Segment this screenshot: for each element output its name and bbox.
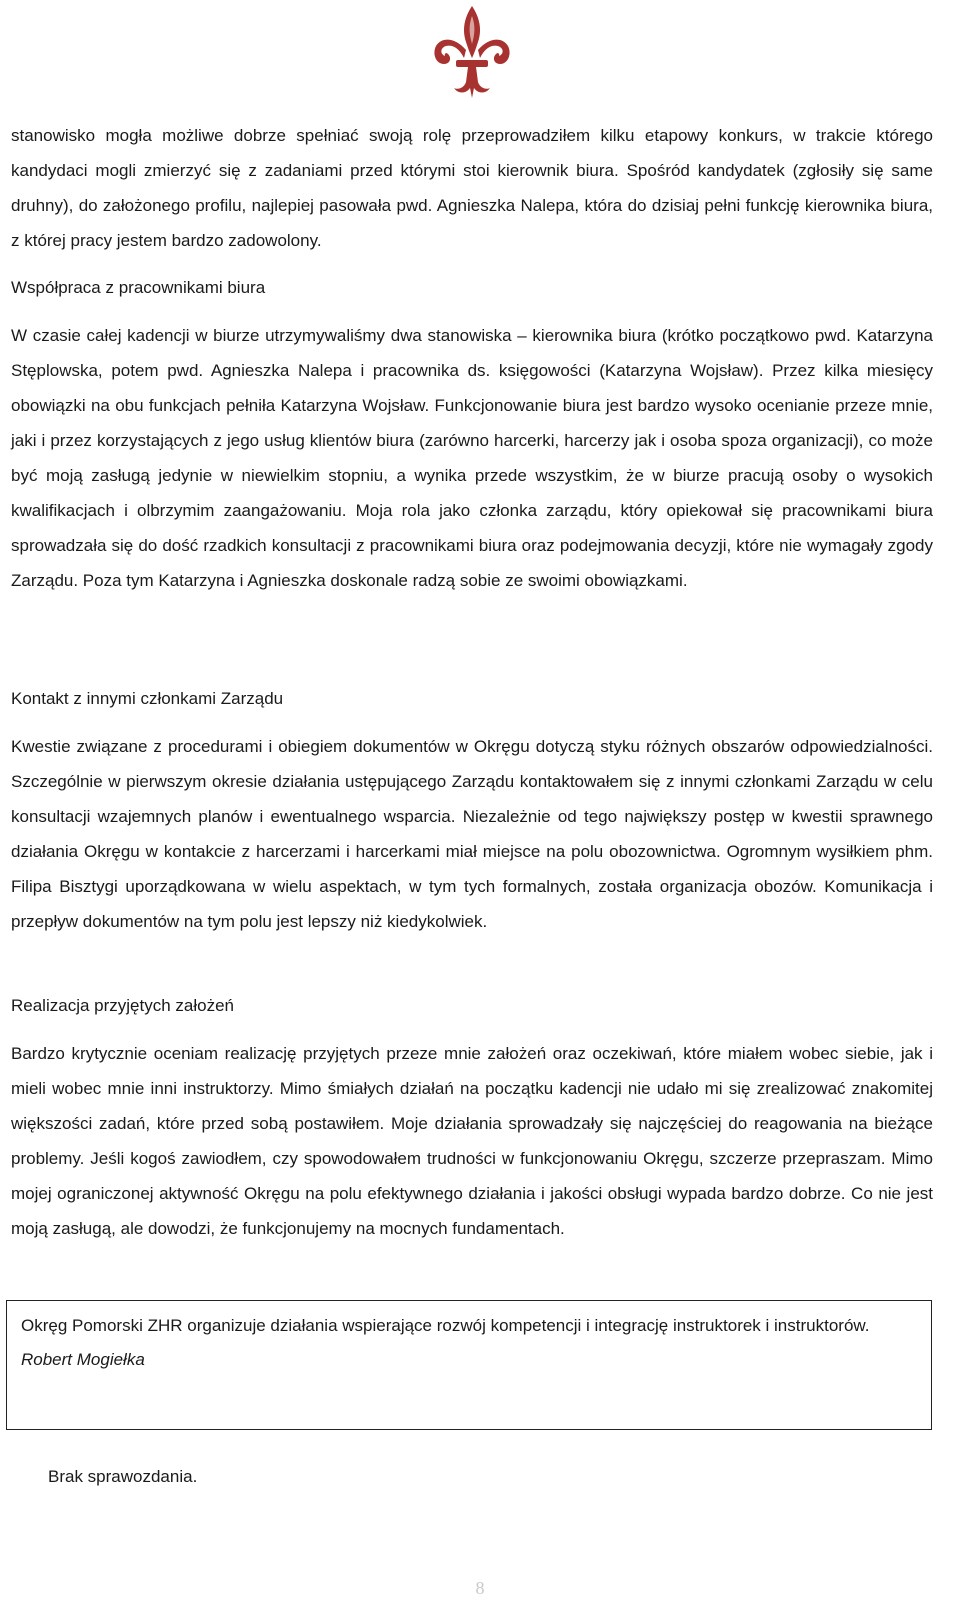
paragraph-text: W czasie całej kadencji w biurze utrzymywaliśmy dwa stanowiska – kierownika biura (krótko początkowo pwd. Katarzyna Stęplowska, potem pwd. Agnieszka Nalepa i pracownika ds. księgowości (Katarzyna Wojsław). Przez kilka miesięcy obowiązki na obu funkcjach pełniła Katarzyna Wojsław. Funkcjonowanie biura jest bardzo wysoko ocenianie przeze mnie, jaki i przez korzystających z jego usług klientów biura (zarówno harcerki, harcerzy jak i osoba spoza organizacji), co może być moją zasługą jedynie w niewielkim stopniu, a wynika przede wszystkim, że w biurze pracują osoby o wysokich kwalifikacjach i olbrzymim zaangażowaniu. Moja rola jako członka zarządu, który opiekował się pracownikami biura sprowadzała się do dość rzadkich konsultacji z pracownikami biura oraz podejmowania decyzji, które nie wymagały zgody Zarządu. Poza tym Katarzyna i Agnieszka doskonale radzą sobie ze swoimi obowiązkami. [11, 326, 933, 590]
summary-box [6, 1300, 932, 1430]
heading-text: Realizacja przyjętych założeń [11, 996, 234, 1015]
paragraph-office-staff [11, 318, 933, 598]
no-report-note: Brak sprawozdania. [48, 1467, 198, 1486]
paragraph-text: stanowisko mogła możliwe dobrze spełniać swoją rolę przeprowadziłem kilku etapowy konkurs, w trakcie którego kandydaci mogli zmierzyć się z zadaniami przed którymi stoi kierownik biura. Spośród kandydatek (zgłosiły się same druhny), do założonego profilu, najlepiej pasowała pwd. Agnieszka Nalepa, która do dzisiaj pełni funkcję kierownika biura, z której pracy jestem bardzo zadowolony. [11, 126, 933, 250]
heading-text: Kontakt z innymi członkami Zarządu [11, 689, 284, 708]
paragraph-office-manager [11, 118, 933, 258]
paragraph-goals [11, 1036, 933, 1246]
summary-text: Okręg Pomorski ZHR organizuje działania wspierające rozwój kompetencji i integrację instruktorek i instruktorów. [21, 1316, 870, 1335]
section-heading-office-staff [11, 270, 933, 305]
section-heading-goals [11, 988, 933, 1023]
page-number: 8 [475, 1578, 485, 1598]
paragraph-text: Kwestie związane z procedurami i obiegiem dokumentów w Okręgu dotyczą styku różnych obszarów odpowiedzialności. Szczególnie w pierwszym okresie działania ustępującego Zarządu kontaktowałem się z innymi członkami Zarządu w celu konsultacji wzajemnych planów i ewentualnego wsparcia. Niezależnie od tego największy postęp w kwestii sprawnego działania Okręgu w kontakcie z harcerzami i harcerkami miał miejsce na polu obozownictwa. Ogromnym wysiłkiem phm. Filipa Bisztygi uporządkowana w wielu aspektach, w tym tych formalnych, została organizacja obozów. Komunikacja i przepływ dokumentów na tym polu jest lepszy niż kiedykolwiek. [11, 737, 933, 931]
section-heading-board-contact [11, 681, 933, 716]
signer-name: Robert Mogiełka [21, 1350, 145, 1369]
heading-text: Współpraca z pracownikami biura [11, 278, 266, 297]
paragraph-text: Bardzo krytycznie oceniam realizację przyjętych przeze mnie założeń oraz oczekiwań, które miałem wobec siebie, jak i mieli wobec mnie inni instruktorzy. Mimo śmiałych działań na początku kadencji nie udało mi się zrealizować znakomitej większości zadań, które przed sobą postawiłem. Moje działania sprowadzały się najczęściej do reagowania na bieżące problemy. Jeśli kogoś zawiodłem, czy spowodowałem trudności w funkcjonowaniu Okręgu, szczerze przepraszam. Mimo mojej ograniczonej aktywność Okręgu na polu efektywnego działania i jakości obsługi wypada bardzo dobrze. Co nie jest moją zasługą, ale dowodzi, że funkcjonujemy na mocnych fundamentach. [11, 1044, 933, 1238]
fleur-de-lis-icon [428, 2, 516, 100]
paragraph-board-contact [11, 729, 933, 939]
